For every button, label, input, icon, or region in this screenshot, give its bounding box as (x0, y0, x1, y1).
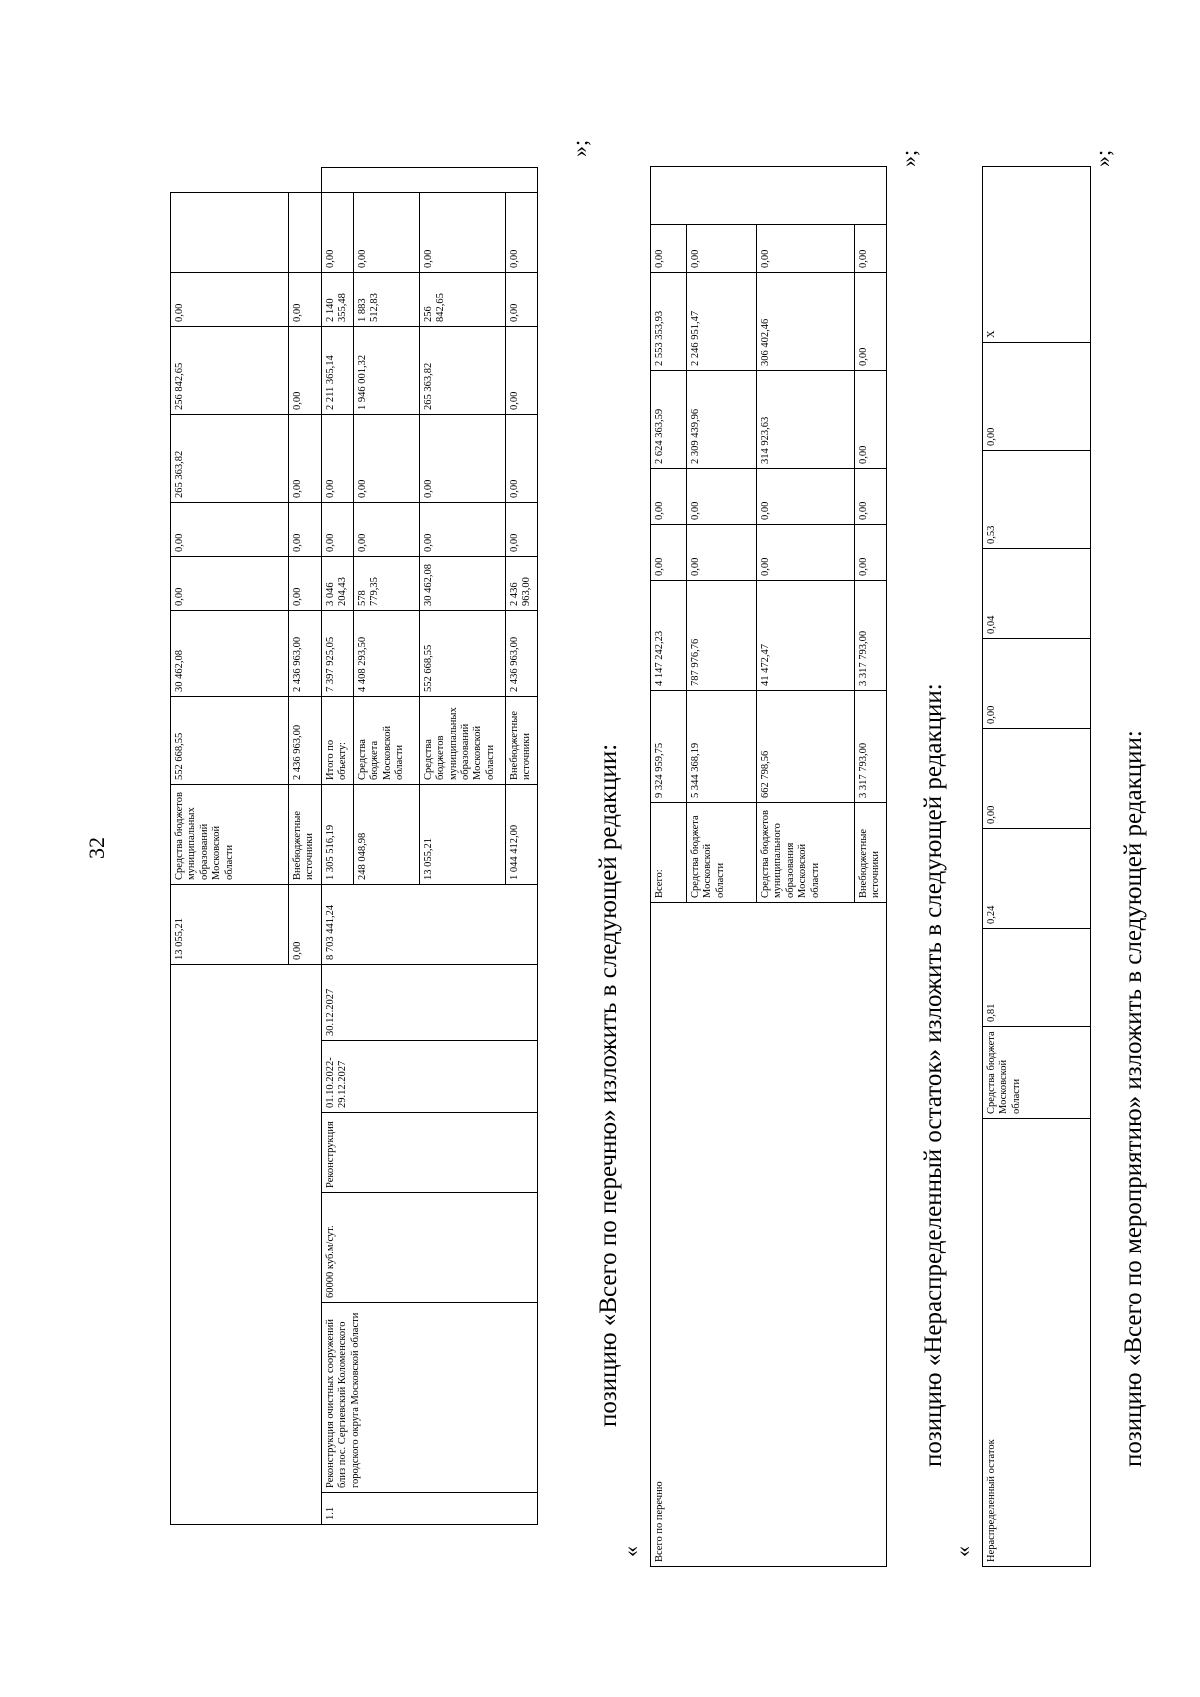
page-number: 32 (84, 837, 109, 859)
table-cell: 0,00 (289, 884, 322, 964)
table-cell (289, 192, 322, 272)
table-row (651, 167, 687, 1567)
table-cell: 9 324 959,75 (651, 691, 687, 803)
table-cell: 2 436 963,00 (505, 610, 537, 696)
section-heading: позицию «Всего по мероприятию» изложить в следующей редакции: (1120, 730, 1147, 1467)
table-row (322, 168, 354, 1525)
object-name: Реконструкция очистных сооружений близ пос. Сергиевский Коломенского городского округа Московской области (322, 1303, 538, 1493)
empty-cell (171, 964, 322, 1524)
table-cell: Внебюджетные источники (289, 784, 322, 884)
table-cell: 0,00 (651, 225, 687, 273)
table-cell: 256 842,65 (171, 326, 289, 414)
table-cell: 0,00 (171, 272, 289, 326)
table-cell: 265 363,82 (419, 326, 505, 414)
table-cell: Средства бюджета Московской области (687, 803, 757, 903)
table-cell: 0,00 (757, 469, 855, 525)
table-cell: 0,00 (855, 273, 887, 371)
table-cell: 0,00 (651, 469, 687, 525)
table-cell: 265 363,82 (171, 414, 289, 502)
table-cell: 0,00 (353, 414, 419, 502)
empty-cell (651, 167, 887, 225)
table-cell: 0,00 (687, 525, 757, 581)
closing-quote: »; (1090, 149, 1115, 167)
table-cell: 0,00 (505, 192, 537, 272)
table-cell: 552 668,55 (419, 610, 505, 696)
table-cell: 2 436 963,00 (289, 696, 322, 784)
section-heading: позицию «Нераспределенный остаток» изложить в следующей редакции: (920, 683, 947, 1467)
opening-quote: « (618, 1546, 643, 1557)
table-cell: 0,00 (289, 272, 322, 326)
table-cell: 2 246 951,47 (687, 273, 757, 371)
table-cell: 0,00 (171, 556, 289, 610)
table-cell: 0,00 (757, 225, 855, 273)
table-cell: 0,00 (505, 414, 537, 502)
table-cell: 0,81 (983, 929, 1091, 1027)
table-cell: 1 044 412,00 (505, 784, 537, 884)
table-cell: 2 140 355,48 (322, 272, 354, 326)
table-cell: 256 842,65 (419, 272, 505, 326)
table-cell: 13 055,21 (171, 884, 289, 964)
table-cell: 4 147 242,23 (651, 581, 687, 691)
table-cell: 0,00 (289, 502, 322, 556)
table-cell: 0,00 (289, 326, 322, 414)
table-cell: 2 309 439,96 (687, 371, 757, 469)
table-cell: Внебюджетные источники (505, 696, 537, 784)
table-cell: 578 779,35 (353, 556, 419, 610)
table-cell: 0,00 (419, 502, 505, 556)
table-cell: 3 317 793,00 (855, 691, 887, 803)
table-cell: 7 397 925,05 (322, 610, 354, 696)
table-cell: 552 668,55 (171, 696, 289, 784)
table-cell: 2 553 353,93 (651, 273, 687, 371)
object-capacity: 60000 куб.м/сут. (322, 1193, 538, 1303)
table-cell: Средства бюджетов муниципального образования Московской области (757, 803, 855, 903)
closing-quote: »; (896, 149, 921, 167)
table-cell: 0,00 (651, 525, 687, 581)
table-cell: 0,00 (687, 469, 757, 525)
table-cell: 0,00 (419, 414, 505, 502)
table-cell: 0,00 (322, 502, 354, 556)
table-cell: Средства бюджетов муниципальных образований Московской области (171, 784, 289, 884)
table-cell: 0,00 (983, 729, 1091, 829)
object-cost: 8 703 441,24 (322, 884, 538, 964)
table-cell: Средства бюджета Московской области (983, 1027, 1091, 1119)
table-cell: 0,00 (855, 469, 887, 525)
table-cell: Итого по объекту: (322, 696, 354, 784)
table-cell: 5 344 368,19 (687, 691, 757, 803)
table-cell: 0,00 (505, 326, 537, 414)
row-label: Нераспределенный остаток (983, 1119, 1091, 1567)
table-cell: Внебюджетные источники (855, 803, 887, 903)
table-cell: 0,53 (983, 451, 1091, 549)
table-cell: 2 436 963,00 (289, 610, 322, 696)
table-cell: 0,00 (757, 525, 855, 581)
object-end-date: 30.12.2027 (322, 964, 538, 1040)
table-cell: 1 946 001,32 (353, 326, 419, 414)
table-cell: 662 798,56 (757, 691, 855, 803)
table-cell: 0,00 (505, 502, 537, 556)
closing-quote: »; (567, 139, 592, 157)
table-cell: 0,00 (983, 639, 1091, 729)
table-cell: 2 624 363,59 (651, 371, 687, 469)
table-cell: 0,24 (983, 829, 1091, 929)
table-cell: 0,00 (171, 502, 289, 556)
row-label: Всего по перечню (651, 903, 887, 1567)
table-row (983, 167, 1091, 1567)
table-cell: 0,00 (855, 525, 887, 581)
table-cell: 314 923,63 (757, 371, 855, 469)
table-cell: 13 055,21 (419, 784, 505, 884)
table-cell: Всего: (651, 803, 687, 903)
table-cell: 30 462,08 (171, 610, 289, 696)
table-cell: 0,00 (322, 414, 354, 502)
table-cell: 0,00 (289, 556, 322, 610)
table-cell: 0,00 (855, 371, 887, 469)
table-cell: 1 305 516,19 (322, 784, 354, 884)
table-cell: 0,00 (419, 192, 505, 272)
empty-cell (322, 168, 538, 193)
object-table (170, 167, 538, 1525)
table-cell: 0,00 (289, 414, 322, 502)
object-number: 1.1 (322, 1493, 538, 1525)
table-cell: 2 211 365,14 (322, 326, 354, 414)
section-heading: позицию «Всего по перечню» изложить в следующей редакции: (595, 743, 622, 1427)
table-cell: Средства бюджетов муниципальных образований Московской области (419, 696, 505, 784)
total-list-table (650, 166, 887, 1567)
table-cell: 0,04 (983, 549, 1091, 639)
table-cell: 1 883 512,83 (353, 272, 419, 326)
table-row (171, 168, 289, 1525)
table-cell: 0,00 (322, 192, 354, 272)
table-cell: 30 462,08 (419, 556, 505, 610)
table-cell: 3 046 204,43 (322, 556, 354, 610)
table-cell: 248 048,98 (353, 784, 419, 884)
table-cell: 2 436 963,00 (505, 556, 537, 610)
table-cell: 0,00 (505, 272, 537, 326)
table-cell: 41 472,47 (757, 581, 855, 691)
table-cell: 306 402,46 (757, 273, 855, 371)
table-cell: 0,00 (353, 192, 419, 272)
table-cell: 0,00 (687, 225, 757, 273)
table-cell: 3 317 793,00 (855, 581, 887, 691)
object-period: 01.10.2022-29.12.2027 (322, 1041, 538, 1113)
table-cell: 0,00 (353, 502, 419, 556)
opening-quote: « (950, 1546, 975, 1557)
unallocated-table (982, 166, 1091, 1567)
object-work-type: Реконструкция (322, 1113, 538, 1193)
table-cell: 787 976,76 (687, 581, 757, 691)
table-cell: 0,00 (855, 225, 887, 273)
table-cell (171, 192, 289, 272)
table-cell: 0,00 (983, 343, 1091, 451)
table-cell: 4 408 293,50 (353, 610, 419, 696)
table-cell: X (983, 167, 1091, 343)
table-cell: Средства бюджета Московской области (353, 696, 419, 784)
